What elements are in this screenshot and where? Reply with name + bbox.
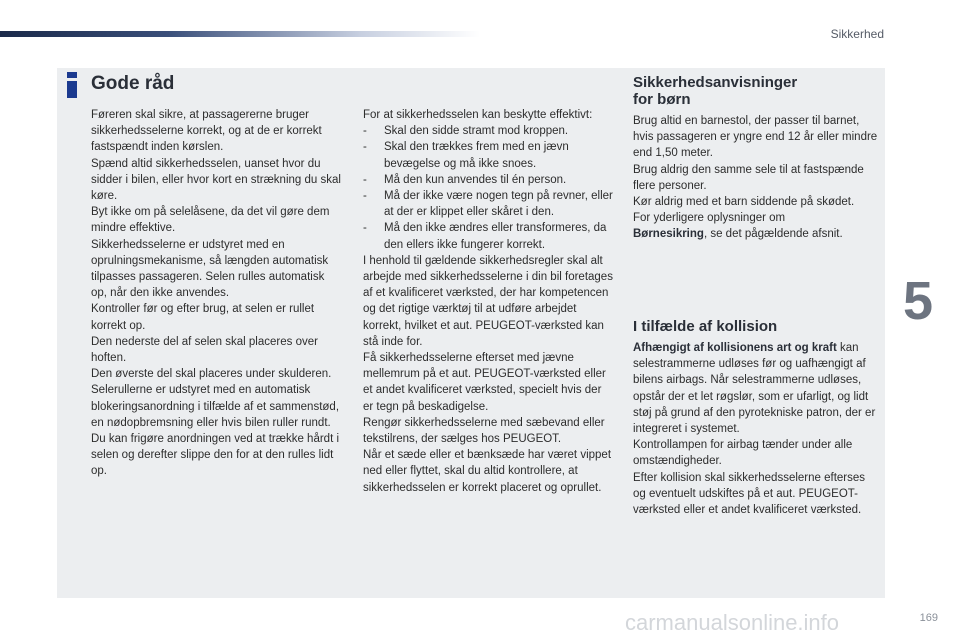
paragraph: Brug altid en barnestol, der passer til barnet, hvis passageren er yngre end 12 år eller mindre end 1,50 meter. xyxy=(633,115,878,160)
children-title: Sikkerhedsanvisninger for børn xyxy=(633,74,798,108)
tips-title: Gode råd xyxy=(91,73,175,94)
paragraph: Når et sæde eller et bænksæde har været vippet ned eller flyttet, skal du altid kontrollere, at sikkerhedsselen er korrekt placeret og oprullet. xyxy=(363,449,612,494)
paragraph: Sikkerhedsselerne er udstyret med en oprulningsmekanisme, så længden automatisk tilpasses passageren. Selen rulles automatisk op, når den ikke anvendes. xyxy=(91,238,329,300)
page-number: 169 xyxy=(919,612,938,624)
bullet-item: - Må der ikke være nogen tegn på revner, eller at der er klippet eller skåret i den. xyxy=(363,190,613,219)
paragraph: Kontroller før og efter brug, at selen er rullet korrekt op. xyxy=(91,303,315,332)
paragraph: Få sikkerhedsselerne efterset med jævne mellemrum på et aut. PEUGEOT-værksted eller et andet kvalificeret værksted, specielt hvis der er tegn på beskadigelse. xyxy=(363,352,606,413)
paragraph: Kør aldrig med et barn siddende på skødet. xyxy=(633,196,855,209)
collision-column xyxy=(633,340,879,518)
paragraph-reference: For yderligere oplysninger om Børnesikring, se det pågældende afsnit. xyxy=(633,212,843,241)
paragraph: Kontrollampen for airbag tænder under alle omstændigheder. xyxy=(633,439,853,468)
bullet-item: - Skal den sidde stramt mod kroppen. xyxy=(363,125,569,138)
bullet-item: - Skal den trækkes frem med en jævn bevægelse og må ikke snoes. xyxy=(363,141,569,170)
tips-column-2 xyxy=(363,107,613,496)
paragraph: Den nederste del af selen skal placeres over hoften. xyxy=(91,335,318,365)
paragraph: I henhold til gældende sikkerhedsregler skal alt arbejde med sikkerhedsselerne i din bil foretages af et kvalificeret værksted, der har kompetencen og det rigtige værktøj til at udføre arbejdet korrekt, hvilket et aut. PEUGEOT-værksted kan stå inde for. xyxy=(363,254,613,348)
section-title: Sikkerhed xyxy=(830,27,884,41)
children-column xyxy=(633,113,879,243)
paragraph: Rengør sikkerhedsselerne med sæbevand eller tekstilrens, der sælges hos PEUGEOT. xyxy=(363,416,605,446)
info-icon xyxy=(67,72,77,98)
header-bar xyxy=(0,31,480,37)
paragraph: Efter kollision skal sikkerhedsselerne efterses og eventuelt udskiftes på et aut. PEUGEOT-værksted eller et andet kvalificeret værksted. xyxy=(633,471,866,517)
collision-title: I tilfælde af kollision xyxy=(633,318,778,335)
paragraph: Afhængigt af kollisionens art og kraft kan selestrammerne udløses før og uafhængigt af bilens airbags. Når selestrammerne udløses, opstår der et let røgslør, som er ufarligt, og lidt støj på grund af den pyrotekniske patron, der er integreret i systemet. xyxy=(633,342,876,436)
bullet-item: - Må den kun anvendes til én person. xyxy=(363,173,567,186)
paragraph: Brug aldrig den samme sele til at fastspænde flere personer. xyxy=(633,163,864,192)
paragraph: Føreren skal sikre, at passagererne bruger sikkerhedsselerne korrekt, og at de er korrekt fastspændt inden kørslen. xyxy=(91,109,322,154)
watermark: carmanualsonline.info xyxy=(625,610,840,635)
paragraph: Selerullerne er udstyret med en automatisk blokeringsanordning i tilfælde af et sammenstød, en nødopbremsning eller hvis bilen ruller rundt. Du kan frigøre anordningen ved at trække hårdt i selen og derefter slippe den for at den rulles lidt op. xyxy=(91,384,340,478)
paragraph: Byt ikke om på selelåsene, da det vil gøre dem mindre effektive. xyxy=(91,206,330,235)
chapter-number: 5 xyxy=(903,271,934,331)
paragraph: Spænd altid sikkerhedsselen, uanset hvor du sidder i bilen, eller hvor kort en strækning du skal køre. xyxy=(91,157,341,203)
bullet-item: - Må den ikke ændres eller transformeres, da den ellers ikke fungerer korrekt. xyxy=(363,222,607,251)
tips-column-1 xyxy=(91,107,343,480)
paragraph: Den øverste del skal placeres under skulderen. xyxy=(91,368,332,381)
paragraph: For at sikkerhedsselen kan beskytte effektivt: xyxy=(363,109,593,121)
